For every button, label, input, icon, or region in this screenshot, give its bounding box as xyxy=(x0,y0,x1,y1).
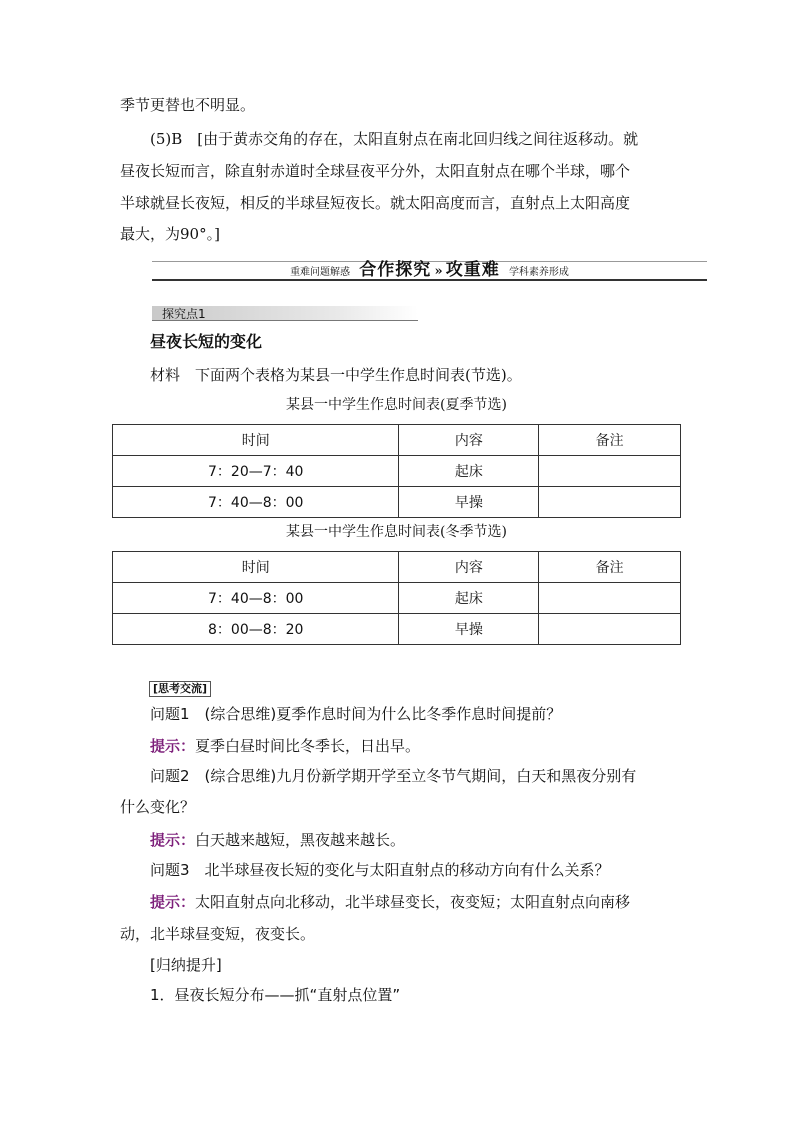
summer-table-title: 某县一中学生作息时间表(夏季节选) xyxy=(286,397,507,413)
cell-time: 7：20—7：40 xyxy=(113,456,399,487)
cell-time: 8：00—8：20 xyxy=(113,614,399,645)
table-header-row xyxy=(113,425,681,456)
think-exchange-tag: [思考交流] xyxy=(149,681,211,697)
cell-content: 早操 xyxy=(399,487,539,518)
header-time: 时间 xyxy=(113,425,399,456)
intro-line-4: 半球就昼长夜短，相反的半球昼短夜长。就太阳高度而言，直射点上太阳高度 xyxy=(120,194,631,212)
question-2-line-1: 问题2 (综合思维)九月份新学期开学至立冬节气期间，白天和黑夜分别有 xyxy=(150,767,637,785)
table-row xyxy=(113,456,681,487)
header-note: 备注 xyxy=(539,425,681,456)
table-row xyxy=(113,487,681,518)
answer-3-line-1: 太阳直射点向北移动，北半球昼变长，夜变短；太阳直射点向南移 xyxy=(195,893,631,911)
hint-label: 提示： xyxy=(150,831,196,849)
banner-main-left: 合作探究 xyxy=(359,260,432,280)
exploration-point-label: 探究点1 xyxy=(162,307,206,321)
winter-schedule-table xyxy=(112,551,681,645)
cell-note xyxy=(539,614,681,645)
hint-label: 提示： xyxy=(150,893,196,911)
summary-tag: [归纳提升] xyxy=(150,956,222,974)
answer-3-line-2: 动，北半球昼变短，夜变长。 xyxy=(120,925,316,943)
cell-time: 7：40—8：00 xyxy=(113,583,399,614)
banner-main-right: 攻重难 xyxy=(445,260,500,280)
banner-right-text: 学科素养形成 xyxy=(508,267,569,278)
section-banner xyxy=(152,258,707,282)
answer-2: 白天越来越短，黑夜越来越长。 xyxy=(195,831,406,849)
question-3: 问题3 北半球昼夜长短的变化与太阳直射点的移动方向有什么关系？ xyxy=(150,861,610,879)
cell-content: 起床 xyxy=(399,456,539,487)
cell-content: 早操 xyxy=(399,614,539,645)
header-content: 内容 xyxy=(399,552,539,583)
material-text: 材料 下面两个表格为某县一中学生作息时间表(节选)。 xyxy=(150,366,522,384)
hint-3 xyxy=(150,892,630,912)
summer-schedule-table xyxy=(112,424,681,518)
header-note: 备注 xyxy=(539,552,681,583)
hint-1 xyxy=(150,736,420,756)
table-header-row xyxy=(113,552,681,583)
question-1: 问题1 (综合思维)夏季作息时间为什么比冬季作息时间提前？ xyxy=(150,705,562,723)
header-content: 内容 xyxy=(399,425,539,456)
cell-note xyxy=(539,456,681,487)
table-row xyxy=(113,614,681,645)
header-time: 时间 xyxy=(113,552,399,583)
answer-1: 夏季白昼时间比冬季长，日出早。 xyxy=(195,737,421,755)
cell-note xyxy=(539,583,681,614)
exploration-point-tag xyxy=(152,306,418,322)
hint-label: 提示： xyxy=(150,737,196,755)
question-2-line-2: 什么变化？ xyxy=(120,798,196,816)
intro-line-2: (5)B [由于黄赤交角的存在，太阳直射点在南北回归线之间往返移动。就 xyxy=(150,130,639,148)
hint-2 xyxy=(150,830,405,850)
intro-line-5: 最大，为90°。] xyxy=(120,225,220,243)
banner-arrow-icon: » xyxy=(434,264,443,279)
cell-note xyxy=(539,487,681,518)
cell-content: 起床 xyxy=(399,583,539,614)
table-row xyxy=(113,583,681,614)
intro-line-3: 昼夜长短而言，除直射赤道时全球昼夜平分外，太阳直射点在哪个半球，哪个 xyxy=(120,162,631,180)
banner-left-text: 重难问题解惑 xyxy=(290,267,351,278)
winter-table-title: 某县一中学生作息时间表(冬季节选) xyxy=(286,524,507,540)
cell-time: 7：40—8：00 xyxy=(113,487,399,518)
section-title: 昼夜长短的变化 xyxy=(150,332,263,351)
intro-line-1: 季节更替也不明显。 xyxy=(120,96,256,114)
summary-item-1: 1．昼夜长短分布——抓“直射点位置” xyxy=(150,986,401,1004)
